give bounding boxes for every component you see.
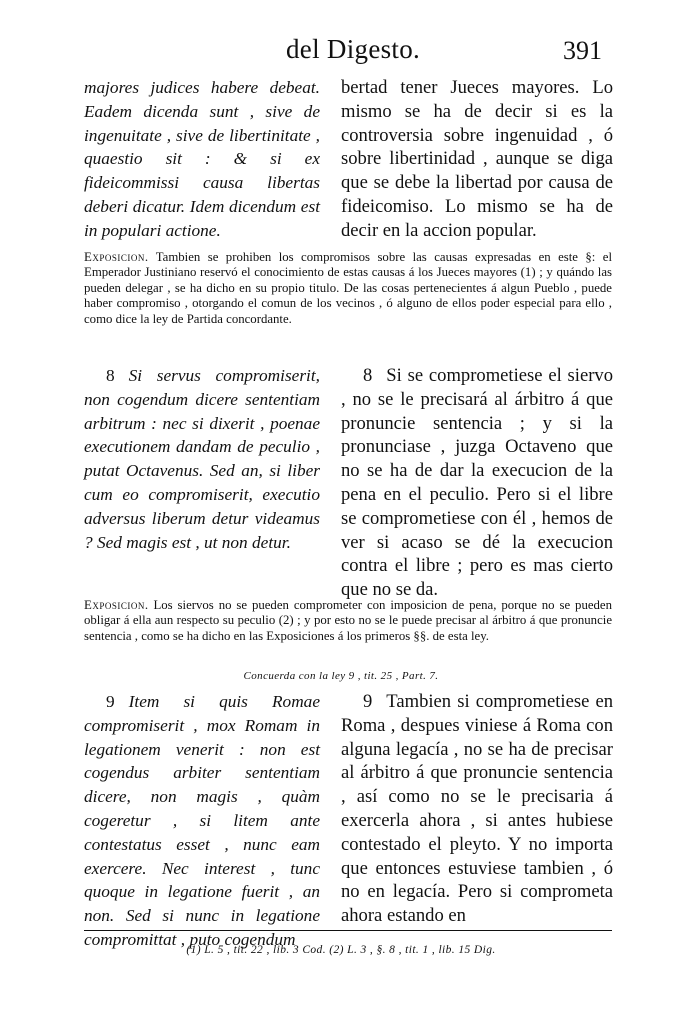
spanish-column bbox=[341, 690, 613, 928]
section-8 bbox=[0, 364, 682, 601]
latin-column bbox=[84, 364, 320, 554]
latin-text: 8 Si servus compromiserit, non cogendum dicere sententiam arbitrum : nec si dixerit , poenae executionem dandam de peculio , putat Octavenus. Sed an, si liber cum eo compromiserit, executio adversus liberum detur videamus ? Sed magis est , ut non detur. bbox=[84, 366, 320, 552]
page-header bbox=[0, 34, 682, 74]
latin-column bbox=[84, 690, 320, 952]
spanish-text: bertad tener Jueces mayores. Lo mismo se ha de decir si es la controversia sobre ingenuidad , ó sobre libertinidad , aunque se diga que se debe la libertad por causa de fideicomiso. Lo mismo se ha de decir en la accion popular. bbox=[341, 77, 613, 241]
running-title: del Digesto. bbox=[286, 34, 421, 64]
exposicion-text: Tambien se prohiben los compromisos sobre las causas expresadas en este §: el Emperador Justiniano reservó el conocimiento de estas causas á los Jueces mayores (1) ; y quándo las pueden delegar , se ha dicho en su propio titulo. De las cosas pertenecientes á algun Pueblo , puede haber compromiso , otorgando el comun de los vecinos , ó alguno de ellos poder especial para ello , como dice la ley de Partida concordante. bbox=[84, 250, 612, 326]
exposicion-label: Exposicion. bbox=[84, 598, 149, 612]
spanish-text: 9 Tambien si comprometiese en Roma , despues viniese á Roma con alguna legacía , no se ha de precisar al árbitro á que pronuncie sentencia , así como no se le precisaria á exercerla ahora , si antes hubiese contestado el pleyto. Y no importa que entonces estuviese tambien , ó no en legacía. Pero si comprometa ahora estando en bbox=[341, 691, 613, 927]
section-number: 9 bbox=[363, 691, 373, 712]
section-number: 9 bbox=[106, 692, 115, 711]
latin-column bbox=[84, 76, 320, 243]
exposicion-label: Exposicion. bbox=[84, 250, 149, 264]
section-number: 8 bbox=[106, 366, 115, 385]
section-number: 8 bbox=[363, 365, 373, 386]
exposicion-paragraph bbox=[84, 598, 612, 644]
spanish-column bbox=[341, 76, 613, 243]
latin-text: majores judices habere debeat. Eadem dicenda sunt , sive de ingenuitate , sive de libertinitate , quaestio sit : & si ex fideicommissi causa libertas deberi dicatur. Idem dicendum est in populari actione. bbox=[84, 78, 320, 240]
footnote-rule bbox=[84, 930, 612, 931]
section-9 bbox=[0, 690, 682, 949]
spanish-column bbox=[341, 364, 613, 602]
spanish-text: 8 Si se comprometiese el siervo , no se le precisará al árbitro á que pronuncie sentencia ; y si la pronunciase , juzga Octaveno que no se ha de dar la execucion de la pena en el peculio. Pero si el libre se comprometiese con él , hemos de ver si acaso se dé la execucion contra el libre ; pero es mas cierto que no se da. bbox=[341, 365, 613, 601]
footnotes: (1) L. 5 , tit. 22 , lib. 3 Cod. (2) L. 3 , §. 8 , tit. 1 , lib. 15 Dig. bbox=[186, 944, 496, 956]
latin-text: 9 Item si quis Romae compromiserit , mox Romam in legationem venerit : non est cogendus arbiter sententiam dicere, non magis , quàm cogeretur , si litem ante contestatus esset , nunc eam exercere. Nec interest , tunc quoque in legatione fuerit , an non. Sed si nunc in legatione compromittat , puto cogendum bbox=[84, 692, 320, 949]
exposicion-text: Los siervos no se pueden comprometer con imposicion de pena, porque no se pueden obligar á ella aun respecto su peculio (2) ; y por esto no se le puede precisar al árbitro á que pronuncie sentencia , como se ha dicho en las Exposiciones á los primeros §§. de esta ley. bbox=[84, 598, 612, 643]
page-number: 391 bbox=[563, 36, 602, 65]
concordance-note: Concuerda con la ley 9 , tit. 25 , Part. 7. bbox=[243, 670, 439, 682]
exposicion-paragraph bbox=[84, 250, 612, 327]
top-passage bbox=[0, 76, 682, 241]
